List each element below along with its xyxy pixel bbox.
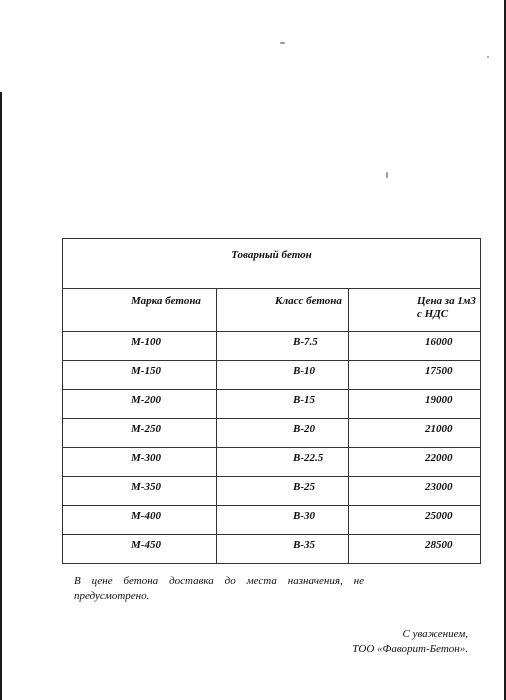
- cell-class: В-15: [217, 390, 349, 419]
- cell-grade: М-400: [63, 506, 217, 535]
- cell-price: 22000: [349, 448, 481, 477]
- table-row: [63, 477, 481, 506]
- cell-price: 25000: [349, 506, 481, 535]
- cell-grade: М-200: [63, 390, 217, 419]
- table-row: [63, 419, 481, 448]
- cell-grade: М-450: [63, 535, 217, 564]
- table-title-row: [63, 239, 481, 289]
- cell-price: 28500: [349, 535, 481, 564]
- table-row: [63, 506, 481, 535]
- table-row: [63, 332, 481, 361]
- cell-class: В-20: [217, 419, 349, 448]
- header-price: Цена за 1м3 с НДС: [349, 289, 481, 332]
- cell-price: 17500: [349, 361, 481, 390]
- cell-class: В-30: [217, 506, 349, 535]
- table-title: Товарный бетон: [63, 239, 481, 289]
- delivery-note: В цене бетона доставка до места назначения, не предусмотрено.: [74, 575, 364, 602]
- scan-left-edge: [0, 92, 2, 700]
- cell-price: 21000: [349, 419, 481, 448]
- cell-grade: М-300: [63, 448, 217, 477]
- cell-grade: М-150: [63, 361, 217, 390]
- cell-class: В-35: [217, 535, 349, 564]
- cell-class: В-22.5: [217, 448, 349, 477]
- cell-price: 16000: [349, 332, 481, 361]
- cell-class: В-25: [217, 477, 349, 506]
- cell-class: В-10: [217, 361, 349, 390]
- signature-greeting: С уважением,: [402, 628, 468, 640]
- scan-speck: [280, 42, 285, 44]
- table-row: [63, 535, 481, 564]
- cell-price: 23000: [349, 477, 481, 506]
- header-grade: Марка бетона: [63, 289, 217, 332]
- table-row: [63, 361, 481, 390]
- table-row: [63, 390, 481, 419]
- table-row: [63, 448, 481, 477]
- table-header-row: [63, 289, 481, 332]
- cell-grade: М-100: [63, 332, 217, 361]
- cell-grade: М-250: [63, 419, 217, 448]
- price-table: [62, 238, 481, 564]
- scan-speck: [487, 56, 489, 58]
- cell-class: В-7.5: [217, 332, 349, 361]
- cell-price: 19000: [349, 390, 481, 419]
- header-class: Класс бетона: [217, 289, 349, 332]
- scan-speck: [386, 172, 388, 178]
- cell-grade: М-350: [63, 477, 217, 506]
- signature-block: [300, 627, 468, 657]
- signature-company: ТОО «Фаворит-Бетон».: [352, 643, 468, 655]
